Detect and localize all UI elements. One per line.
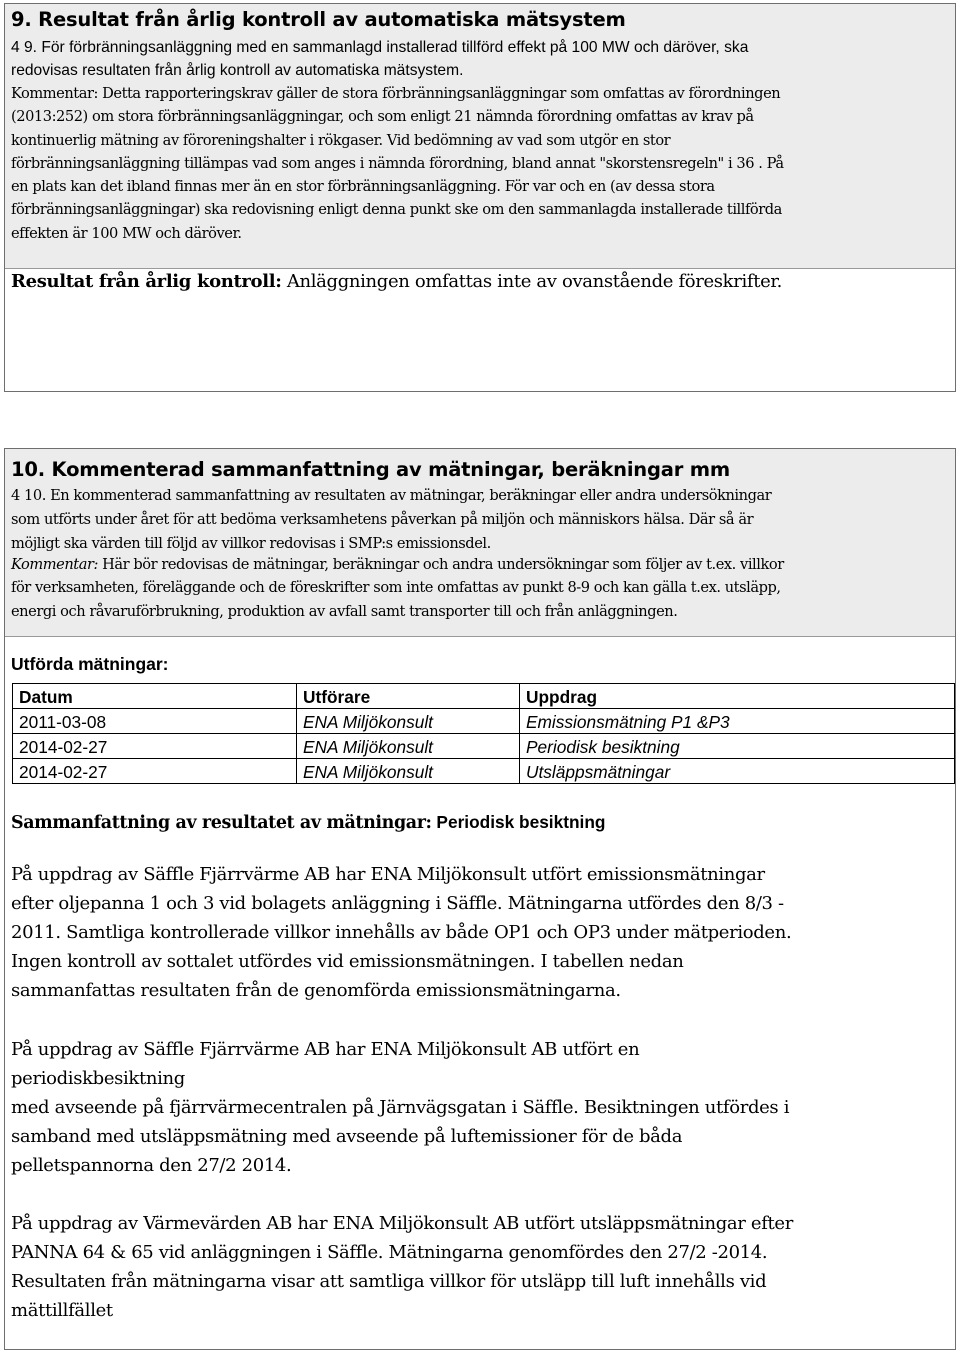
paragraph-2-line: med avseende på fjärrvärmecentralen på Järnvägsgatan i Säffle. Besiktningen utfördes i — [11, 1097, 790, 1118]
section-9-reference-line: redovisas resultaten från årlig kontroll av automatiska mätsystem. — [11, 62, 464, 79]
section-10-comment-line: för verksamheten, föreläggande och de föreskrifter som inte omfattas av punkt 8-9 och kan gälla t.ex. utsläpp, — [11, 579, 781, 596]
comment-label: Kommentar: — [11, 556, 98, 573]
cell-assignment: Emissionsmätning P1 &P3 — [520, 709, 955, 734]
section-9-result — [11, 271, 782, 292]
section-9-comment-line: förbränningsanläggning tillämpas vad som anges i nämnda förordning, bland annat "skorstensregeln" i 36 . På — [11, 155, 784, 172]
summary-label: Sammanfattning av resultatet av mätningar: — [11, 813, 432, 833]
comment-text: Här bör redovisas de mätningar, beräkningar och andra undersökningar som följer av t.ex. villkor — [97, 556, 784, 573]
cell-performer: ENA Miljökonsult — [297, 734, 520, 759]
column-header-utforare: Utförare — [297, 684, 520, 709]
section-10-comment-line: energi och råvaruförbrukning, produktion av avfall samt transporter till och från anläggningen. — [11, 603, 678, 620]
paragraph-1-line: sammanfattas resultaten från de genomförda emissionsmätningarna. — [11, 980, 621, 1001]
summary-heading — [11, 812, 605, 833]
table-header-row — [13, 684, 955, 709]
cell-date: 2014-02-27 — [13, 734, 297, 759]
section-10-reference-line: möjligt ska värden till följd av villkor redovisas i SMP:s emissionsdel. — [11, 535, 491, 552]
paragraph-3-line: mättillfället — [11, 1300, 113, 1321]
table-row — [13, 759, 955, 784]
section-10-reference-line: som utförts under året för att bedöma verksamhetens påverkan på miljön och människors hälsa. Där så är — [11, 511, 754, 528]
cell-assignment: Periodisk besiktning — [520, 734, 955, 759]
paragraph-2-line: pelletspannorna den 27/2 2014. — [11, 1155, 292, 1176]
cell-performer: ENA Miljökonsult — [297, 759, 520, 784]
paragraph-2-line: samband med utsläppsmätning med avseende på luftemissioner för de båda — [11, 1126, 683, 1147]
summary-value: Periodisk besiktning — [431, 812, 606, 832]
paragraph-2-line: På uppdrag av Säffle Fjärrvärme AB har ENA Miljökonsult AB utfört en — [11, 1039, 640, 1060]
section-9-comment-line: en plats kan det ibland finnas mer än en stor förbränningsanläggning. För var och en (av dessa stora — [11, 178, 715, 195]
result-label: Resultat från årlig kontroll: — [11, 271, 282, 292]
paragraph-2-line: periodiskbesiktning — [11, 1068, 185, 1089]
section-10-comment-line — [11, 556, 784, 573]
column-header-datum: Datum — [13, 684, 297, 709]
section-9-comment-line: Kommentar: Detta rapporteringskrav gäller de stora förbränningsanläggningar som omfattas av förordningen — [11, 85, 781, 102]
result-text: Anläggningen omfattas inte av ovanstående föreskrifter. — [281, 271, 783, 292]
paragraph-1-line: efter oljepanna 1 och 3 vid bolagets anläggning i Säffle. Mätningarna utfördes den 8/3 - — [11, 893, 784, 914]
section-9-heading: 9. Resultat från årlig kontroll av automatiska mätsystem — [11, 8, 626, 31]
cell-date: 2011-03-08 — [13, 709, 297, 734]
table-row — [13, 734, 955, 759]
paragraph-3-line: På uppdrag av Värmevärden AB har ENA Miljökonsult AB utfört utsläppsmätningar efter — [11, 1213, 793, 1234]
column-header-uppdrag: Uppdrag — [520, 684, 955, 709]
cell-assignment: Utsläppsmätningar — [520, 759, 955, 784]
cell-performer: ENA Miljökonsult — [297, 709, 520, 734]
measurements-title: Utförda mätningar: — [11, 654, 169, 674]
table-row — [13, 709, 955, 734]
section-9-comment-line: förbränningsanläggningar) ska redovisning enligt denna punkt ske om den sammanlagda installerade tillförda — [11, 201, 782, 218]
measurements-table — [12, 683, 955, 784]
section-10-heading: 10. Kommenterad sammanfattning av mätningar, beräkningar mm — [11, 458, 730, 481]
paragraph-1-line: 2011. Samtliga kontrollerade villkor innehålls av både OP1 och OP3 under mätperioden. — [11, 922, 792, 943]
section-10-reference-line: 4 10. En kommenterad sammanfattning av resultaten av mätningar, beräkningar eller andra undersökningar — [11, 487, 772, 504]
section-9-comment-line: (2013:252) om stora förbränningsanläggningar, och som enligt 21 nämnda förordning omfattas av krav på — [11, 108, 754, 125]
section-9-reference-line: 4 9. För förbränningsanläggning med en sammanlagd installerad tillförd effekt på 100 MW och däröver, ska — [11, 39, 749, 56]
cell-date: 2014-02-27 — [13, 759, 297, 784]
section-9-comment-line: kontinuerlig mätning av föroreningshalter i rökgaser. Vid bedömning av vad som utgör en stor — [11, 132, 671, 149]
paragraph-1-line: Ingen kontroll av sottalet utfördes vid emissionsmätningen. I tabellen nedan — [11, 951, 684, 972]
section-9-comment-line: effekten är 100 MW och däröver. — [11, 225, 242, 242]
paragraph-3-line: Resultaten från mätningarna visar att samtliga villkor för utsläpp till luft innehålls vid — [11, 1271, 767, 1292]
paragraph-1-line: På uppdrag av Säffle Fjärrvärme AB har ENA Miljökonsult utfört emissionsmätningar — [11, 864, 765, 885]
paragraph-3-line: PANNA 64 & 65 vid anläggningen i Säffle. Mätningarna genomfördes den 27/2 -2014. — [11, 1242, 768, 1263]
